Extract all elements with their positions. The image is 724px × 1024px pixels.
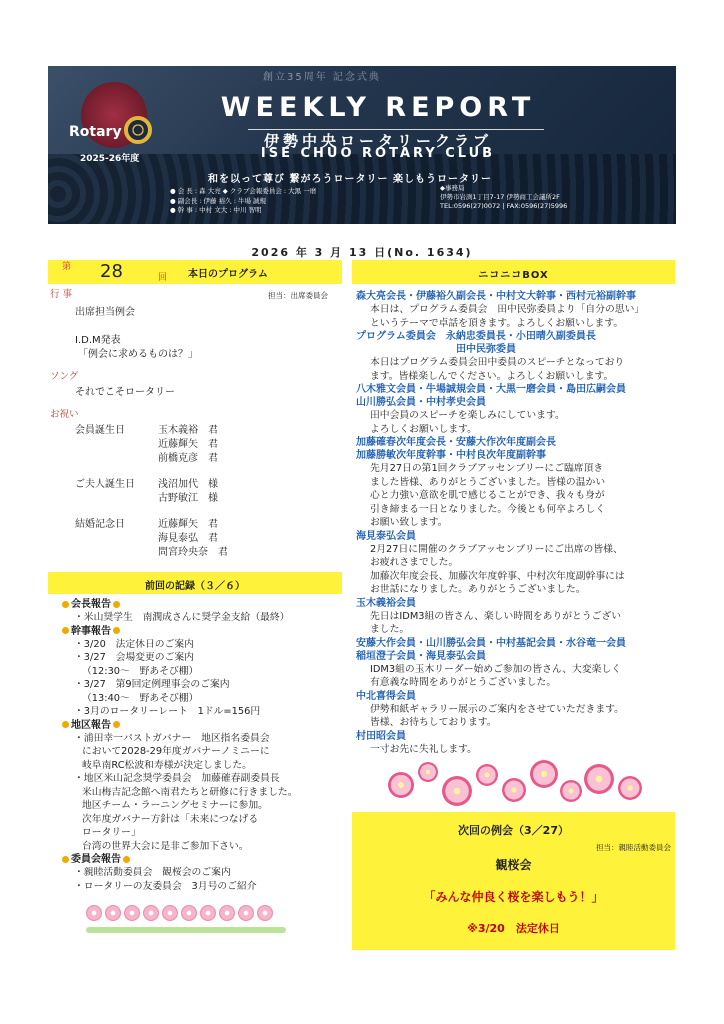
program-header xyxy=(48,260,342,284)
cherry-blossom-icon xyxy=(502,778,526,802)
anniversary-list xyxy=(158,518,228,560)
niko-message-line: 伊勢和紙ギャラリー展示のご案内をさせていただきます。 xyxy=(370,703,624,715)
niko-message-line: IDM3組の玉木リーダー始めご参加の皆さん、大変楽しく xyxy=(370,663,622,675)
niko-message-line: ました。 xyxy=(370,624,410,635)
district-item: ・浦田幸一パストガバナー 地区指名委員会 xyxy=(74,732,270,744)
niko-names: 加藤勝敏次年度幹事・中村良次年度副幹事 xyxy=(356,450,546,461)
bullet-icon xyxy=(62,601,69,608)
committee-report-label: 委員会報告 xyxy=(71,854,121,865)
cherry-blossom-decoration xyxy=(384,758,654,808)
record-header xyxy=(48,572,342,594)
cherry-blossom-icon xyxy=(476,764,498,786)
niko-names: 加藤確春次年度会長・安藤大作次年度副会長 xyxy=(356,437,556,448)
niko-message-line: お願い致します。 xyxy=(370,517,448,528)
next-meeting-charge: 担当：親睦活動委員会 xyxy=(596,843,671,852)
niko-box-header xyxy=(352,260,675,284)
niko-names: 山川勝弘会員・中村孝史会員 xyxy=(356,397,486,408)
bullet-icon xyxy=(62,856,69,863)
anniversary-name: 近藤輝矢 君 xyxy=(158,519,218,530)
anniversary-name: 問宮玲央奈 君 xyxy=(158,547,228,558)
niko-names: 森大亮会長・伊藤裕久副会長・中村文大幹事・西村元裕副幹事 xyxy=(356,291,636,302)
grass-strip xyxy=(86,927,286,933)
district-report-list xyxy=(60,732,344,854)
cherry-blossom-icon xyxy=(181,905,197,921)
bullet-icon xyxy=(123,856,130,863)
district-report-label: 地区報告 xyxy=(71,719,111,731)
niko-message-line: 本日はプログラム委員会田中委員のスピーチとなっており xyxy=(370,357,625,368)
district-report-heading xyxy=(60,719,344,732)
niko-names: 安藤大作会員・山川勝弘会員・中村基記会員・水谷竜一会員 xyxy=(356,637,626,649)
cherry-blossom-icon xyxy=(124,905,140,921)
niko-box-body xyxy=(356,290,678,756)
member-birthday-list xyxy=(158,424,218,466)
niko-message-line: 有意義な時間をありがとうございました。 xyxy=(370,677,557,688)
program-dai: 第 xyxy=(62,262,72,272)
issue-date: 2026 年 3 月 13 日(No. 1634) xyxy=(251,246,473,259)
president-report-label: 会長報告 xyxy=(71,599,111,610)
niko-message-line: 一寸お先に失礼します。 xyxy=(370,743,477,755)
secretary-item: ・3/20 法定休日のご案内 xyxy=(74,638,194,650)
spouse-birthday-name: 古野敏江 様 xyxy=(158,493,218,504)
celebration-label: お祝い xyxy=(50,409,79,420)
office-info xyxy=(440,184,567,211)
niko-box-title: ニコニコBOX xyxy=(478,270,549,281)
secretary-report-label: 幹事報告 xyxy=(71,625,111,637)
anniversary-name: 海見泰弘 君 xyxy=(158,533,218,544)
niko-message-line: 引き締まる一日となりました。今後とも何卒よろしく xyxy=(370,503,606,515)
anniversary-label: 結婚記念日 xyxy=(75,519,125,530)
bullet-icon xyxy=(113,627,120,634)
spouse-birthday-label: ご夫人誕生日 xyxy=(75,479,135,490)
secretary-item: （13:40～ 野あそび棚） xyxy=(82,692,199,704)
niko-message-line: ました皆様、ありがとうございました。皆様の温かい xyxy=(370,476,606,488)
niko-message-line: というテーマで卓話を頂きます。よろしくお願いします。 xyxy=(370,317,624,329)
cherry-blossom-icon xyxy=(143,905,159,921)
committee-item: ・ロータリーの友委員会 3月号のご紹介 xyxy=(74,880,257,892)
niko-entry xyxy=(356,730,678,757)
niko-entry xyxy=(356,290,678,330)
secretary-item: ・3月のロータリーレート 1ドル=156円 xyxy=(74,706,261,717)
niko-entry xyxy=(356,436,678,530)
header-banner xyxy=(48,66,676,224)
cherry-blossom-icon xyxy=(238,905,254,921)
niko-entry xyxy=(356,637,678,690)
president-report-item: ・米山奨学生 南潤成さんに奨学金支給（最終） xyxy=(74,612,290,623)
next-meeting-note: ※3/20 法定休日 xyxy=(467,922,560,935)
member-birthday-name: 前橋克彦 君 xyxy=(158,453,218,464)
niko-message-line: 田中会員のスピーチを楽しみにしています。 xyxy=(370,410,565,421)
cherry-blossom-icon xyxy=(418,762,438,782)
officer-row: ● 幹 事 : 中村 文大 : 中川 智明 xyxy=(170,206,262,214)
program-charge: 担当：出席委員会 xyxy=(268,291,328,300)
banner-photo-crowd xyxy=(48,154,676,224)
niko-message-line: 2月27日に開催のクラブアッセンブリーにご出席の皆様、 xyxy=(370,543,623,555)
next-meeting-slogan: 「みんな仲良く桜を楽しもう！」 xyxy=(423,890,604,904)
niko-message-line: 本日は、プログラム委員会 田中民弥委員より「自分の思い」 xyxy=(370,304,645,315)
member-birthday-name: 近藤輝矢 君 xyxy=(158,439,218,450)
bullet-icon xyxy=(62,627,69,634)
district-item: 次年度ガバナー方針は「未来につなげる xyxy=(82,813,259,825)
officer-row: ● 副会長 : 伊藤 裕久 : 牛場 誠規 xyxy=(170,196,267,205)
district-item: 台湾の世界大会に是非ご参加下さい。 xyxy=(82,840,249,852)
club-motto: 和を以って尊び 繋がろうロータリー 楽しもうロータリー xyxy=(208,174,492,185)
committee-report-heading xyxy=(60,853,344,866)
cherry-blossom-icon xyxy=(560,780,582,802)
bullet-icon xyxy=(62,721,69,728)
niko-names: 中北喜得会員 xyxy=(356,690,416,702)
niko-names: 田中民弥委員 xyxy=(456,344,516,355)
niko-message-line: ます。皆様楽しんでください。よろしくお願いします。 xyxy=(370,370,614,382)
record-body xyxy=(60,598,344,893)
cherry-blossom-icon xyxy=(162,905,178,921)
event-label: 行 事 xyxy=(50,289,73,300)
niko-message-line: よろしくお願いします。 xyxy=(370,423,477,435)
district-item: 地区チーム・ラーニングセミナーに参加。 xyxy=(82,800,268,811)
event-line-1: 出席担当例会 xyxy=(75,307,135,318)
niko-message-line: お疲れさまでした。 xyxy=(370,557,459,568)
niko-message-line: 先日はIDM3組の皆さん、楽しい時間をありがとうござい xyxy=(370,610,622,622)
club-name-jp: 伊勢中央ロータリークラブ xyxy=(263,132,492,150)
rotary-logo-text: Rotary xyxy=(69,124,122,140)
office-address: 伊勢市岩渕1丁目7-17 伊勢商工会議所2F xyxy=(440,193,560,201)
rotary-year: 2025-26年度 xyxy=(80,154,140,164)
niko-names: プログラム委員会 永納忠委員長・小田晴久副委員長 xyxy=(356,331,596,342)
niko-entry xyxy=(356,330,678,383)
cherry-blossom-icon xyxy=(86,905,102,921)
niko-names: 村田昭会員 xyxy=(356,730,406,742)
cherry-tree-row xyxy=(86,905,286,931)
bullet-icon xyxy=(113,601,120,608)
niko-message-line: 皆様、お待ちしております。 xyxy=(370,717,497,728)
niko-message-line: 加藤次年度会長、加藤次年度幹事、中村次年度副幹事には xyxy=(370,570,625,582)
niko-entry xyxy=(356,690,678,730)
cherry-blossom-icon xyxy=(388,772,414,798)
program-kai: 回 xyxy=(158,273,168,283)
office-tel: TEL:0596(27)0072 | FAX:0596(27)5996 xyxy=(440,202,568,210)
cherry-blossom-icon xyxy=(105,905,121,921)
event-line-2: I.D.M発表 xyxy=(75,335,121,346)
niko-names: 玉木義裕会員 xyxy=(356,597,416,609)
district-item: ・地区米山記念奨学委員会 加藤確春副委員長 xyxy=(74,773,280,784)
club-name-en: ISE CHUO ROTARY CLUB xyxy=(260,146,496,161)
next-meeting-title: 次回の例会（3／27） xyxy=(458,824,569,837)
district-item: ロータリー」 xyxy=(82,827,141,838)
report-title: WEEKLY REPORT xyxy=(220,92,536,123)
district-item: において2028-29年度ガバナーノミニーに xyxy=(82,746,270,757)
program-number: 28 xyxy=(100,261,123,282)
niko-message-line: 心と力強い意欲を肌で感じることができ、我々も身が xyxy=(370,490,605,501)
officer-row: ● 会 長 : 森 大亮 ◆ クラブ会報委員会 : 大黒 一磨 xyxy=(170,187,317,195)
record-title: 前回の記録（３／６） xyxy=(145,581,245,592)
niko-entry xyxy=(356,383,678,436)
program-title: 本日のプログラム xyxy=(188,269,268,280)
office-label: ◆事務局 xyxy=(440,184,465,192)
member-birthday-label: 会員誕生日 xyxy=(75,425,125,436)
officers-list xyxy=(170,187,316,216)
song-title: それでこそロータリー xyxy=(75,387,175,398)
niko-entry xyxy=(356,597,678,637)
song-label: ソング xyxy=(50,371,79,382)
secretary-item: ・3/27 会場変更のご案内 xyxy=(74,652,194,663)
niko-names: 八木雅文会員・牛場誠規会員・大黒一磨会員・島田広嗣会員 xyxy=(356,384,626,395)
cherry-blossom-icon xyxy=(257,905,273,921)
cherry-blossom-icon xyxy=(200,905,216,921)
secretary-report-list xyxy=(60,638,344,719)
spouse-birthday-list xyxy=(158,478,218,506)
president-report-heading xyxy=(60,598,344,611)
niko-message-line: 先月27日の第1回クラブアッセンブリーにご臨席頂き xyxy=(370,463,604,474)
next-meeting-box xyxy=(352,812,675,950)
niko-message-line: お世話になりました。ありがとうございました。 xyxy=(370,584,586,595)
niko-names: 海見泰弘会員 xyxy=(356,530,416,542)
cherry-blossom-icon xyxy=(219,905,235,921)
banner-sign-text: 創立35周年 記念式典 xyxy=(263,72,381,83)
next-meeting-event: 観桜会 xyxy=(495,858,532,872)
cherry-blossom-icon xyxy=(618,776,642,800)
committee-item: ・親睦活動委員会 観桜会のご案内 xyxy=(74,867,231,878)
secretary-item: ・3/27 第9回定例理事会のご案内 xyxy=(74,679,230,690)
secretary-item: （12:30～ 野あそび棚） xyxy=(82,665,199,677)
district-item: 米山梅吉記念館へ南君たちと研修に行きました。 xyxy=(82,786,298,798)
cherry-blossom-icon xyxy=(442,776,472,806)
event-line-3: 「例会に求めるものは？」 xyxy=(78,349,198,360)
secretary-report-heading xyxy=(60,625,344,638)
niko-entry xyxy=(356,530,678,597)
cherry-blossom-icon xyxy=(584,764,614,794)
spouse-birthday-name: 浅沼加代 様 xyxy=(158,479,218,490)
district-item: 岐阜南RC松波和寿様が決定しました。 xyxy=(82,759,252,771)
bullet-icon xyxy=(113,721,120,728)
rotary-wheel-icon xyxy=(124,116,152,144)
committee-report-list xyxy=(60,866,344,893)
niko-names: 稲垣澄子会員・海見泰弘会員 xyxy=(356,650,486,662)
cherry-blossom-icon xyxy=(530,760,558,788)
member-birthday-name: 玉木義裕 君 xyxy=(158,425,218,436)
